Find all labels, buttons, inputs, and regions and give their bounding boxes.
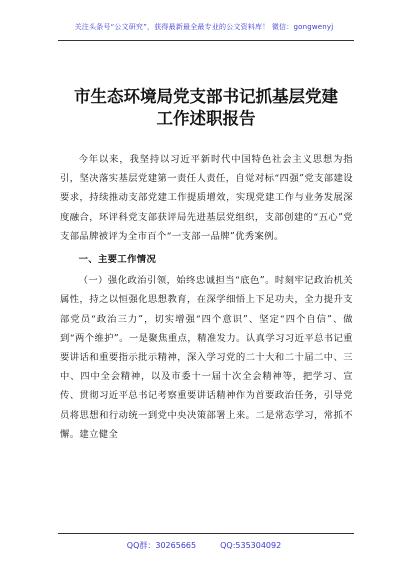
footer-contact — [0, 540, 408, 551]
intro-paragraph: 今年以来，我坚持以习近平新时代中国特色社会主义思想为指引，坚决落实基层党建第一责任人责任，自觉对标“四强”党支部建设要求，持续推动支部党建工作提质增效，实现党建工作与业务发展深度融合，环评科党支部获评局先进基层党组织，支部创建的“五心”党支部品牌被评为全市百个“一支部一品牌”优秀案例。 — [60, 154, 353, 242]
title-line-1: 市生态环境局党支部书记抓基层党建 — [74, 87, 338, 106]
footer-qq-group: QQ群：30265665 — [126, 541, 197, 550]
section-paragraph: （一）强化政治引领，始终忠诚担当“底色”。时刻牢记政治机关属性，持之以恒强化思想教育，在深学细悟上下足功夫，全力提升支部党员“政治三力”，切实增强“四个意识”、坚定“四个自信”、做到“两个维护”。一是聚焦重点，精准发力。认真学习习近平总书记重要讲话和重要指示批示精神，深入学习党的二十大和二十届二中、三中、四中全会精神，以及市委十一届十次全会精神等，把学习、宣传、贯彻习近平总书记考察重要讲话精神作为首要政治任务，引导党员将思想和行动统一到党中央决策部署上来。二是常态学习，常抓不懈。建立健全 — [60, 275, 353, 440]
title-line-2: 工作述职报告 — [156, 109, 256, 128]
header-banner: 关注头条号“公文研究”，获得最新最全最专业的公文资料库！ 微信：gongwenyj — [74, 23, 334, 31]
document-body — [60, 150, 353, 444]
footer-qq: QQ:535304092 — [220, 541, 282, 550]
footer-divider — [58, 533, 354, 534]
section-heading: 一、主要工作情况 — [78, 254, 157, 266]
document-title — [60, 86, 352, 130]
header-divider — [58, 40, 354, 41]
